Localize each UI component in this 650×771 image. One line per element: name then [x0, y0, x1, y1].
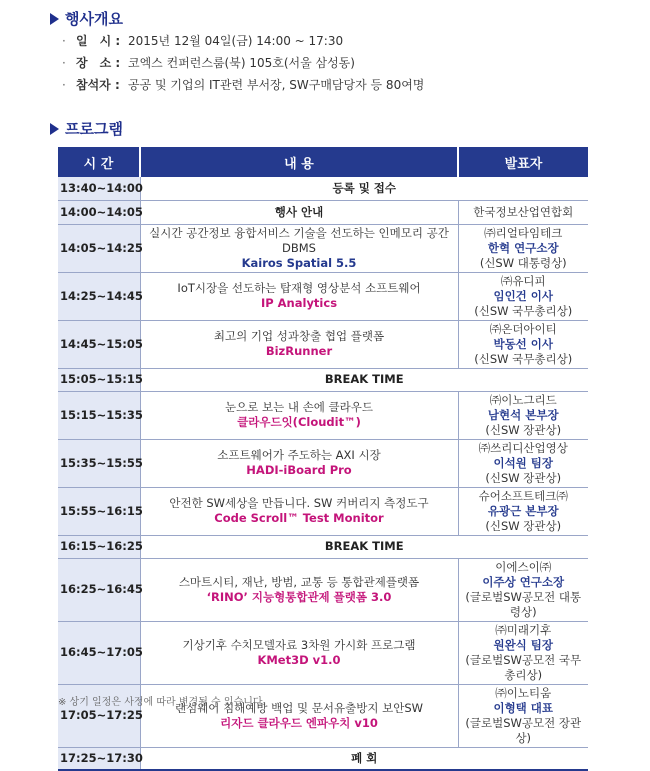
- row-content: 행사 안내: [140, 200, 458, 224]
- overview-value: 코엑스 컨퍼런스룸(북) 105호(서울 삼성동): [128, 56, 355, 70]
- speaker-name: 이석원 팀장: [493, 455, 554, 470]
- row-time: 17:05~17:25: [58, 684, 140, 747]
- speaker-org: ㈜미래기후: [495, 622, 552, 637]
- row-content: [140, 621, 458, 684]
- triangle-bullet-icon: [50, 123, 59, 135]
- row-content: BREAK TIME: [140, 535, 588, 558]
- row-time: 15:15~15:35: [58, 391, 140, 439]
- row-content: [140, 391, 458, 439]
- speaker-org: 슈어소프트테크㈜: [478, 488, 568, 503]
- table-row: [58, 535, 588, 558]
- speaker-name: 원완식 팀장: [493, 637, 554, 652]
- row-speaker: [458, 487, 588, 535]
- overview-label: 참석자 :: [76, 78, 120, 92]
- product-name: BizRunner: [265, 344, 333, 358]
- session-description: 랜섬웨어 침해예방 백업 및 문서유출방지 보안SW: [174, 700, 424, 715]
- overview-row-attendees: [62, 74, 424, 96]
- session-description: IoT시장을 선도하는 탑재형 영상분석 소프트웨어: [177, 281, 421, 295]
- row-speaker: [458, 684, 588, 747]
- overview-section-title: [50, 8, 123, 29]
- overview-row-venue: [62, 52, 424, 74]
- speaker-award: (글로벌SW공모전 장관상): [465, 715, 582, 745]
- overview-row-datetime: [62, 30, 424, 52]
- table-row: [58, 177, 588, 200]
- row-content: [140, 224, 458, 272]
- overview-value: 2015년 12월 04일(금) 14:00 ~ 17:30: [128, 34, 344, 48]
- speaker-name: 박동선 이사: [493, 336, 554, 351]
- header-time: 시 간: [58, 147, 140, 177]
- speaker-org: 이에스이㈜: [495, 559, 552, 574]
- row-time: 14:45~15:05: [58, 320, 140, 368]
- header-speaker: 발표자: [458, 147, 588, 177]
- speaker-award: (글로벌SW공모전 국무총리상): [465, 652, 582, 682]
- row-time: 17:25~17:30: [58, 747, 140, 770]
- product-name: Kairos Spatial 5.5: [241, 255, 357, 270]
- speaker-name: 이형택 대표: [493, 700, 554, 715]
- speaker-name: 임인건 이사: [493, 288, 554, 303]
- product-name: Code Scroll™ Test Monitor: [214, 511, 384, 525]
- row-speaker: [458, 558, 588, 621]
- row-time: 14:00~14:05: [58, 200, 140, 224]
- speaker-award: (글로벌SW공모전 대통령상): [465, 589, 582, 619]
- table-row: [58, 224, 588, 272]
- speaker-org: ㈜리얼타임테크: [484, 225, 563, 240]
- table-row: [58, 747, 588, 770]
- speaker-name: 이주상 연구소장: [482, 574, 565, 589]
- table-row: [58, 487, 588, 535]
- product-name: 리자드 클라우드 엔파우치 v10: [220, 715, 378, 730]
- product-name: KMet3D v1.0: [257, 652, 341, 667]
- row-content: BREAK TIME: [140, 368, 588, 391]
- table-row: [58, 272, 588, 320]
- footnote: ※ 상기 일정은 사정에 따라 변경될 수 있습니다.: [58, 697, 266, 708]
- row-time: 15:35~15:55: [58, 439, 140, 487]
- session-description: 눈으로 보는 내 손에 클라우드: [225, 400, 373, 414]
- row-speaker: [458, 621, 588, 684]
- overview-label: 장 소 :: [76, 56, 121, 70]
- speaker-org: ㈜이노티움: [495, 685, 552, 700]
- speaker-award: (신SW 장관상): [485, 470, 562, 485]
- speaker-award: (신SW 국무총리상): [474, 351, 573, 366]
- session-description: 안전한 SW세상을 만듭니다. SW 커버리지 측정도구: [169, 496, 429, 510]
- session-description: 최고의 기업 성과창출 협업 플랫폼: [213, 329, 385, 343]
- overview-value: 공공 및 기업의 IT관련 부서장, SW구매담당자 등 80여명: [128, 78, 425, 92]
- triangle-bullet-icon: [50, 13, 59, 25]
- session-description: 실시간 공간정보 융합서비스 기술을 선도하는 인메모리 공간 DBMS: [149, 225, 449, 255]
- bullet-dot-icon: ·: [62, 56, 66, 70]
- table-row: [58, 558, 588, 621]
- row-content: 등록 및 접수: [140, 177, 588, 200]
- row-time: 16:25~16:45: [58, 558, 140, 621]
- row-time: 13:40~14:00: [58, 177, 140, 200]
- row-content: [140, 439, 458, 487]
- table-row: [58, 439, 588, 487]
- row-speaker: [458, 272, 588, 320]
- table-row: [58, 391, 588, 439]
- speaker-name: 한혁 연구소장: [487, 240, 559, 255]
- speaker-award: (신SW 장관상): [485, 422, 562, 437]
- overview-title-text: 행사개요: [65, 10, 123, 28]
- speaker-org: ㈜쓰리디산업영상: [478, 440, 568, 455]
- speaker-name: 유광근 본부장: [487, 503, 559, 518]
- overview-label: 일 시 :: [76, 34, 121, 48]
- table-row: [58, 368, 588, 391]
- table-row: [58, 200, 588, 224]
- table-header-row: [58, 147, 588, 177]
- product-name: 클라우드잇(Cloudit™): [237, 415, 361, 429]
- program-section-title: [50, 118, 123, 139]
- row-time: 16:45~17:05: [58, 621, 140, 684]
- product-name: IP Analytics: [260, 296, 338, 310]
- row-content: 폐 회: [140, 747, 588, 770]
- row-speaker-org: 한국정보산업연합회: [458, 200, 588, 224]
- program-title-text: 프로그램: [65, 120, 123, 138]
- row-content: [140, 320, 458, 368]
- speaker-org: ㈜이노그리드: [489, 392, 557, 407]
- row-content: [140, 272, 458, 320]
- speaker-award: (신SW 대통령상): [479, 255, 567, 270]
- row-time: 15:05~15:15: [58, 368, 140, 391]
- row-speaker: [458, 320, 588, 368]
- speaker-award: (신SW 장관상): [485, 518, 562, 533]
- bullet-dot-icon: ·: [62, 78, 66, 92]
- header-content: 내 용: [140, 147, 458, 177]
- session-description: 소프트웨어가 주도하는 AXI 시장: [217, 448, 381, 462]
- row-content: [140, 558, 458, 621]
- row-speaker: [458, 224, 588, 272]
- row-speaker: [458, 391, 588, 439]
- program-table: [58, 147, 588, 771]
- row-time: 14:05~14:25: [58, 224, 140, 272]
- row-time: 16:15~16:25: [58, 535, 140, 558]
- table-row: [58, 621, 588, 684]
- speaker-org: ㈜유디피: [500, 273, 546, 288]
- session-description: 기상기후 수치모델자료 3차원 가시화 프로그램: [182, 637, 416, 652]
- product-name: HADI-iBoard Pro: [246, 463, 352, 477]
- bullet-dot-icon: ·: [62, 34, 66, 48]
- row-time: 14:25~14:45: [58, 272, 140, 320]
- session-description: 스마트시티, 재난, 방범, 교통 등 통합관제플랫폼: [178, 574, 420, 589]
- speaker-org: ㈜온더아이티: [489, 321, 557, 336]
- row-content: [140, 487, 458, 535]
- row-time: 15:55~16:15: [58, 487, 140, 535]
- table-row: [58, 320, 588, 368]
- speaker-award: (신SW 국무총리상): [474, 303, 573, 318]
- row-speaker: [458, 439, 588, 487]
- product-name: ‘RINO’ 지능형통합관제 플랫폼 3.0: [206, 589, 392, 604]
- speaker-name: 남현석 본부장: [487, 407, 559, 422]
- overview-list: [62, 30, 424, 96]
